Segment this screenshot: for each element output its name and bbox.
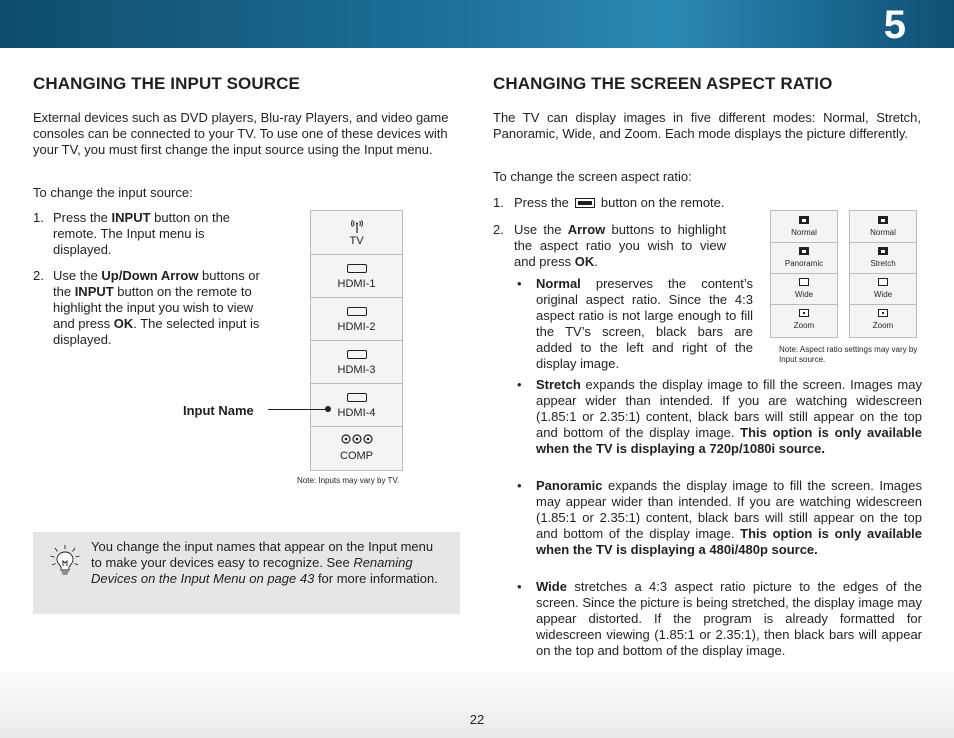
mode-stretch: Stretch expands the display image to fill the screen. Images may appear wider than intended. If you are watching widescreen (1.85:1 or 2.35:1) content, black bars will still appear on the top and bottom of the display image. This option is only available when the TV is displaying a 720p/1080i source. xyxy=(536,377,922,456)
aspect-step-1: Press the button on the remote. xyxy=(514,195,725,210)
wide-mode-icon xyxy=(799,278,809,286)
mode-wide: Wide stretches a 4:3 aspect ratio picture to the edges of the screen. Since the picture is being stretched, the display image may appear distorted. If the program is already formatted for widescreen viewing (1.85:1 or 2.35:1), then black bars will appear on the top and bottom of the display image. xyxy=(536,579,922,658)
page-footer xyxy=(0,668,954,738)
callout-dot xyxy=(325,406,331,412)
bullet: • xyxy=(517,478,522,493)
zoom-mode-icon xyxy=(878,309,888,317)
input-menu-label: COMP xyxy=(340,450,373,462)
stretch-mode-icon xyxy=(878,247,888,255)
aspect-menu-item-zoom xyxy=(850,304,916,335)
aspect-menu-item-normal xyxy=(850,211,916,243)
input-step-1: Press the INPUT button on the remote. The Input menu is displayed. xyxy=(53,210,231,257)
aspect-menu-illustration-a xyxy=(770,210,838,338)
input-menu-label: HDMI-3 xyxy=(337,364,376,376)
chapter-header-bar xyxy=(0,0,954,48)
input-source-heading: CHANGING THE INPUT SOURCE xyxy=(33,74,300,93)
aspect-menu-label: Zoom xyxy=(872,321,894,330)
bullet: • xyxy=(517,276,522,291)
step-number: 1. xyxy=(33,210,44,225)
aspect-menu-label: Stretch xyxy=(870,259,896,268)
aspect-menu-item-normal xyxy=(771,211,837,243)
input-menu-label: HDMI-1 xyxy=(337,278,376,290)
input-step-2: Use the Up/Down Arrow buttons or the INPUT button on the remote to highlight the input you wish to view and press OK. The selected input is displayed. xyxy=(53,268,260,347)
aspect-menu-item-panoramic xyxy=(771,242,837,274)
hdmi-icon xyxy=(347,393,367,402)
aspect-menu-item-wide xyxy=(850,273,916,305)
step-number: 1. xyxy=(493,195,504,210)
input-menu-illustration xyxy=(310,210,403,471)
aspect-menu-label: Panoramic xyxy=(784,259,824,268)
aspect-step-2: Use the Arrow buttons to highlight the aspect ratio you wish to view and press OK. xyxy=(514,222,727,269)
callout-leader-line xyxy=(268,409,328,410)
input-menu-label: HDMI-2 xyxy=(337,321,376,333)
bullet: • xyxy=(517,579,522,594)
input-menu-item-tv xyxy=(311,211,402,255)
step-number: 2. xyxy=(33,268,44,283)
antenna-icon xyxy=(311,220,402,232)
input-menu-item-comp xyxy=(311,426,402,469)
chapter-number: 5 xyxy=(883,3,906,47)
mode-normal: Normal preserves the content’s original aspect ratio. Since the 4:3 aspect ratio is not large enough to fill the TV’s screen, black bars are added to the left and right of the display image. xyxy=(536,276,753,371)
input-menu-label: HDMI-4 xyxy=(337,407,376,419)
aspect-ratio-heading: CHANGING THE SCREEN ASPECT RATIO xyxy=(493,74,833,93)
aspect-menu-item-wide xyxy=(771,273,837,305)
normal-mode-icon xyxy=(878,216,888,224)
input-name-callout: Input Name xyxy=(183,403,254,418)
aspect-menu-label: Wide xyxy=(873,290,893,299)
zoom-mode-icon xyxy=(799,309,809,317)
hdmi-icon xyxy=(347,264,367,273)
input-menu-item-hdmi-4 xyxy=(311,383,402,427)
aspect-menu-label: Zoom xyxy=(793,321,815,330)
wide-button-icon xyxy=(575,198,595,208)
input-menu-item-hdmi-3 xyxy=(311,340,402,384)
panoramic-mode-icon xyxy=(799,247,809,255)
input-source-lead: To change the input source: xyxy=(33,185,193,200)
aspect-menu-illustration-b xyxy=(849,210,917,338)
lightbulb-icon xyxy=(49,544,81,583)
page-number: 22 xyxy=(469,712,485,727)
aspect-ratio-intro: The TV can display images in five different modes: Normal, Stretch, Panoramic, Wide, and Zoom. Each mode displays the picture differently. xyxy=(493,110,921,141)
tip-box xyxy=(33,532,460,614)
component-icon xyxy=(311,433,402,445)
input-menu-note: Note: Inputs may vary by TV. xyxy=(297,476,400,485)
aspect-menu-item-stretch xyxy=(850,242,916,274)
input-menu-label: TV xyxy=(349,235,364,247)
aspect-menu-label: Wide xyxy=(794,290,814,299)
tip-text: You change the input names that appear on the Input menu to make your devices easy to recognize. See Renaming Devices on the Input Menu on page 43 for more information. xyxy=(91,539,438,586)
aspect-menu-item-zoom xyxy=(771,304,837,335)
hdmi-icon xyxy=(347,350,367,359)
hdmi-icon xyxy=(347,307,367,316)
normal-mode-icon xyxy=(799,216,809,224)
input-source-intro: External devices such as DVD players, Blu-ray Players, and video game consoles can be connected to your TV. To use one of these devices with your TV, you must first change the input source using the Input menu. xyxy=(33,110,449,157)
wide-mode-icon xyxy=(878,278,888,286)
mode-panoramic: Panoramic expands the display image to fill the screen. Images may appear wider than intended. If you are watching widescreen (1.85:1 or 2.35:1) content, black bars will still appear on the top and bottom of the display image. This option is only available when the TV is displaying a 480i/480p source. xyxy=(536,478,922,557)
input-menu-item-hdmi-2 xyxy=(311,297,402,341)
bullet: • xyxy=(517,377,522,392)
input-menu-item-hdmi-1 xyxy=(311,254,402,298)
aspect-ratio-lead: To change the screen aspect ratio: xyxy=(493,169,692,184)
aspect-menu-label: Normal xyxy=(791,228,817,237)
aspect-menu-note: Note: Aspect ratio settings may vary by Input source. xyxy=(779,345,918,364)
aspect-menu-label: Normal xyxy=(870,228,896,237)
step-number: 2. xyxy=(493,222,504,237)
